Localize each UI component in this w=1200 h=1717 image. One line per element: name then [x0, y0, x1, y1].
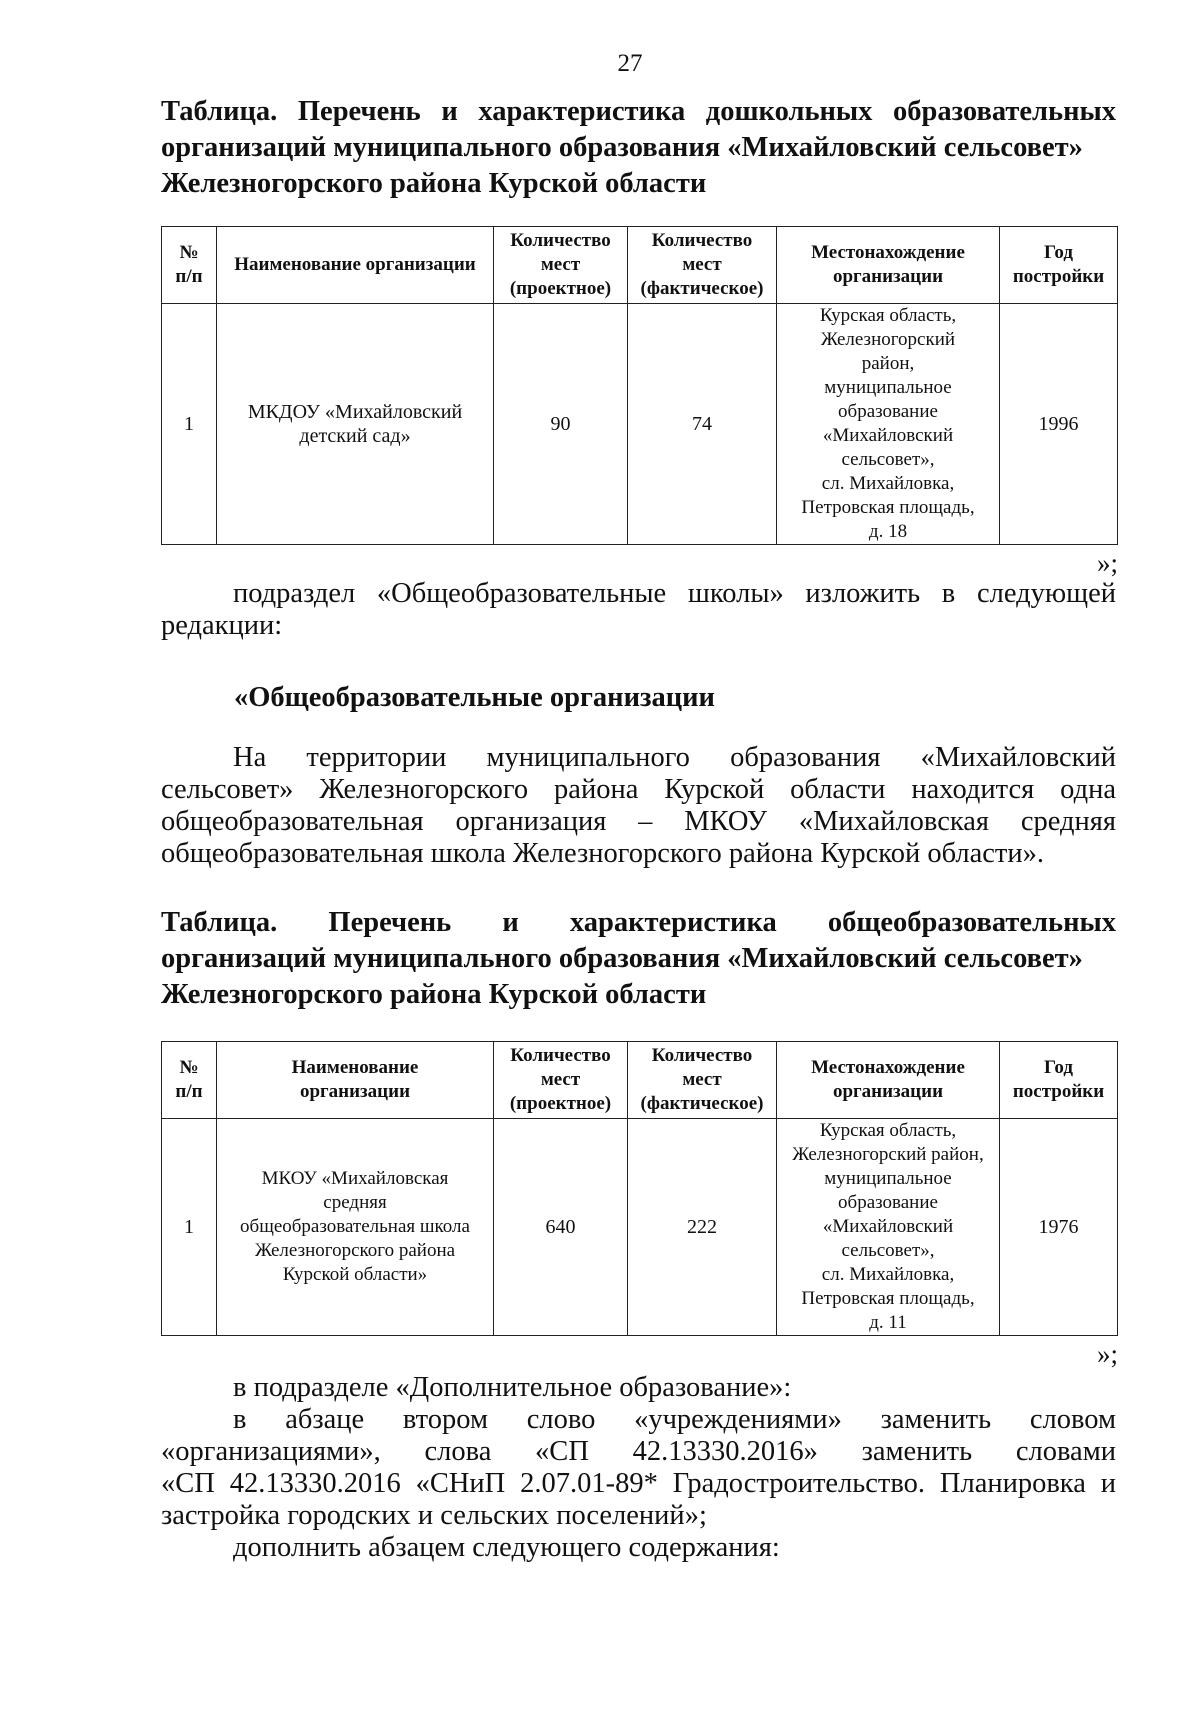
- paragraph-description: [161, 742, 1116, 870]
- header-year: Год постройки: [1000, 1042, 1118, 1119]
- paragraph-line: «СП 42.13330.2016 «СНиП 2.07.01-89* Градостроительство. Планировка и: [161, 1468, 1116, 1499]
- page-number: 27: [617, 50, 643, 77]
- table2-title-line: организаций муниципального образования «Михайловский сельсовет»: [161, 943, 1083, 974]
- cell-year: 1996: [1000, 304, 1118, 545]
- cell-design-capacity: 90: [494, 304, 628, 545]
- paragraph-line: в абзаце втором слово «учреждениями» заменить словом: [233, 1404, 1116, 1435]
- table1-title-line: Железногорского района Курской области: [161, 168, 707, 199]
- table-row: [162, 304, 1118, 545]
- table-header-row: [162, 227, 1118, 304]
- preschool-table: [161, 226, 1118, 545]
- table2-title: [161, 905, 1116, 1013]
- cell-actual-capacity: 74: [628, 304, 777, 545]
- header-design-capacity: Количество мест (проектное): [494, 227, 628, 304]
- cell-design-capacity: 640: [494, 1119, 628, 1336]
- closing-quote: »;: [1096, 1339, 1118, 1369]
- header-name: Наименование организации: [217, 1042, 494, 1119]
- cell-location: Курская область, Железногорский район, муниципальное образование «Михайловский сельсовет», сл. Михайловка, Петровская площадь, д. 18: [777, 304, 1000, 545]
- cell-year: 1976: [1000, 1119, 1118, 1336]
- paragraph-line: застройка городских и сельских поселений»;: [161, 1500, 707, 1531]
- table-row: [162, 1119, 1118, 1336]
- paragraph-line: дополнить абзацем следующего содержания:: [233, 1532, 780, 1563]
- paragraph-line: «организациями», слова «СП 42.13330.2016» заменить словами: [161, 1436, 1116, 1467]
- paragraph-line: общеобразовательная организация – МКОУ «Михайловская средняя: [161, 806, 1116, 837]
- header-actual-capacity: Количество мест (фактическое): [628, 227, 777, 304]
- cell-actual-capacity: 222: [628, 1119, 777, 1336]
- header-num: № п/п: [162, 227, 217, 304]
- table1-title-line: организаций муниципального образования «Михайловский сельсовет»: [161, 132, 1083, 163]
- paragraph-line: общеобразовательная школа Железногорского района Курской области».: [161, 838, 1044, 869]
- paragraph-line: подраздел «Общеобразовательные школы» изложить в следующей: [233, 578, 1116, 609]
- table-header-row: [162, 1042, 1118, 1119]
- section-heading: «Общеобразовательные организации: [234, 682, 715, 713]
- cell-num: 1: [162, 304, 217, 545]
- paragraph-line: На территории муниципального образования «Михайловский: [233, 742, 1116, 773]
- cell-num: 1: [162, 1119, 217, 1336]
- paragraph-line: редакции:: [161, 610, 283, 641]
- cell-name: МКДОУ «Михайловский детский сад»: [217, 304, 494, 545]
- header-design-capacity: Количество мест (проектное): [494, 1042, 628, 1119]
- cell-location: Курская область, Железногорский район, муниципальное образование «Михайловский сельсовет», сл. Михайловка, Петровская площадь, д. 11: [777, 1119, 1000, 1336]
- cell-name: МКОУ «Михайловская средняя общеобразовательная школа Железногорского района Курской области»: [217, 1119, 494, 1336]
- school-table: [161, 1041, 1118, 1336]
- table2-title-line: Железногорского района Курской области: [161, 979, 707, 1010]
- table1-title: [161, 94, 1116, 202]
- header-name: Наименование организации: [217, 227, 494, 304]
- table1-title-line: Таблица. Перечень и характеристика дошкольных образовательных: [161, 96, 1116, 127]
- paragraph-subsection-change: [161, 578, 1116, 642]
- closing-quote: »;: [1096, 548, 1118, 578]
- header-year: Год постройки: [1000, 227, 1118, 304]
- paragraph-additional-education: [161, 1372, 1116, 1564]
- table2-title-line: Таблица. Перечень и характеристика общеобразовательных: [161, 907, 1116, 938]
- header-location: Местонахождение организации: [777, 1042, 1000, 1119]
- header-location: Местонахождение организации: [777, 227, 1000, 304]
- header-actual-capacity: Количество мест (фактическое): [628, 1042, 777, 1119]
- paragraph-line: сельсовет» Железногорского района Курской области находится одна: [161, 774, 1116, 805]
- paragraph-line: в подразделе «Дополнительное образование»:: [233, 1372, 792, 1403]
- header-num: № п/п: [162, 1042, 217, 1119]
